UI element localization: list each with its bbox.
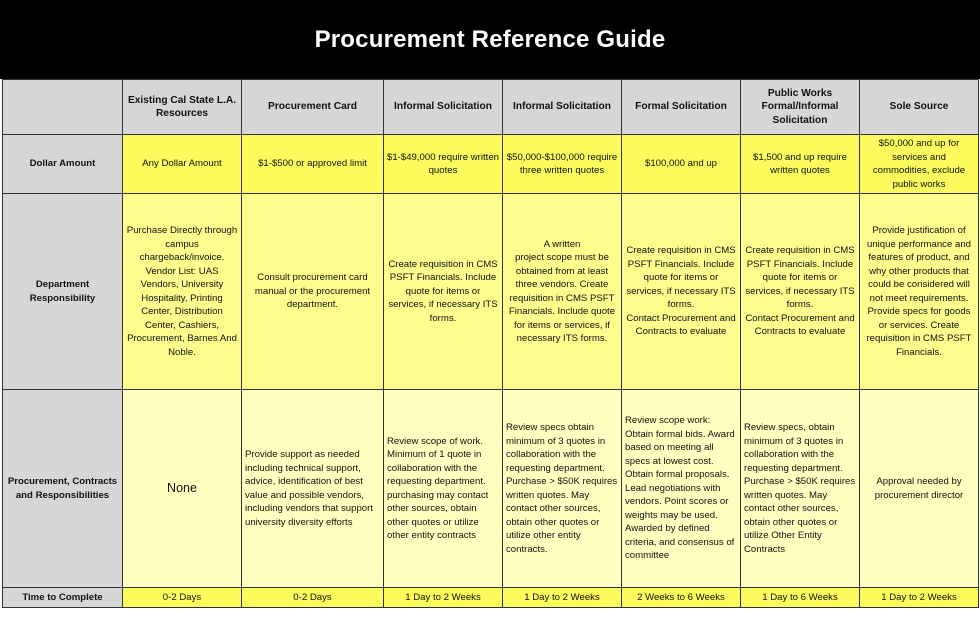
table-cell: Any Dollar Amount (123, 135, 242, 194)
row-header: Procurement, Contracts and Responsibilities (3, 390, 123, 588)
row-header: Time to Complete (3, 588, 123, 608)
table-cell: $100,000 and up (622, 135, 741, 194)
table-cell: 2 Weeks to 6 Weeks (622, 588, 741, 608)
table-cell: Review specs, obtain minimum of 3 quotes in collaboration with the requesting department. Purchase > $50K requires written quotes. May contact other sources, obtain other quotes or utilize Other Entity Contracts (741, 390, 860, 588)
table-cell: $1-$49,000 require written quotes (384, 135, 503, 194)
table-cell: 1 Day to 2 Weeks (503, 588, 622, 608)
table-cell: Review scope work: Obtain formal bids. Award based on meeting all specs at lowest cost. Obtain formal proposals. Lead negotiations with vendors. Point scores or weights may be used. Awarded by defined criteria, and consensus of committee (622, 390, 741, 588)
time-to-complete-row (3, 588, 979, 608)
table-cell: 1 Day to 2 Weeks (384, 588, 503, 608)
table-cell: Provide justification of unique performance and features of product, and why other products that could be considered will not meet requirements. Provide specs for goods or services. Create requisition in CMS PSFT Financials. (860, 194, 979, 390)
table-cell: $1-$500 or approved limit (242, 135, 384, 194)
column-header: Informal Solicitation (384, 80, 503, 135)
table-cell: 1 Day to 6 Weeks (741, 588, 860, 608)
table-cell: 0-2 Days (123, 588, 242, 608)
corner-cell (3, 80, 123, 135)
table-cell: Approval needed by procurement director (860, 390, 979, 588)
row-header: Department Responsibility (3, 194, 123, 390)
table-cell: 0-2 Days (242, 588, 384, 608)
table-cell: $50,000 and up for services and commodities, exclude public works (860, 135, 979, 194)
table-cell: Create requisition in CMS PSFT Financials. Include quote for items or services, if necessary ITS forms. Contact Procurement and Contracts to evaluate (622, 194, 741, 390)
table-cell: Review specs obtain minimum of 3 quotes in collaboration with the requesting department. Purchase > $50K requires written quotes. May contact other sources, obtain other quotes or utilize other entity contracts. (503, 390, 622, 588)
procurement-responsibilities-row (3, 390, 979, 588)
column-header: Public Works Formal/Informal Solicitation (741, 80, 860, 135)
table-cell: None (123, 390, 242, 588)
table-cell: Provide support as needed including technical support, advice, identification of best value and possible vendors, including vendors that support university diversity efforts (242, 390, 384, 588)
table-cell: Purchase Directly through campus chargeback/invoice. Vendor List: UAS Vendors, University Hospitality, Printing Center, Distribution Center, Cashiers, Procurement, Barnes And Noble. (123, 194, 242, 390)
title-bar (0, 0, 980, 79)
table-cell: 1 Day to 2 Weeks (860, 588, 979, 608)
column-header: Formal Solicitation (622, 80, 741, 135)
table-cell: Consult procurement card manual or the procurement department. (242, 194, 384, 390)
table-cell: A written project scope must be obtained from at least three vendors. Create requisition in CMS PSFT Financials. Include quote for items or services, if necessary ITS forms. (503, 194, 622, 390)
table-cell: Review scope of work. Minimum of 1 quote in collaboration with the requesting department. purchasing may contact other sources, obtain other quotes or utilize other entity contracts (384, 390, 503, 588)
table-cell: Create requisition in CMS PSFT Financials. Include quote for items or services, if necessary ITS forms. Contact Procurement and Contracts to evaluate (741, 194, 860, 390)
column-header: Informal Solicitation (503, 80, 622, 135)
department-responsibility-row (3, 194, 979, 390)
column-header: Sole Source (860, 80, 979, 135)
table-cell: Create requisition in CMS PSFT Financials. Include quote for items or services, if necessary ITS forms. (384, 194, 503, 390)
row-header: Dollar Amount (3, 135, 123, 194)
header-row (3, 80, 979, 135)
table-cell: $50,000-$100,000 require three written quotes (503, 135, 622, 194)
column-header: Procurement Card (242, 80, 384, 135)
table-cell: $1,500 and up require written quotes (741, 135, 860, 194)
procurement-table (2, 79, 979, 608)
column-header: Existing Cal State L.A. Resources (123, 80, 242, 135)
page-title: Procurement Reference Guide (314, 25, 666, 53)
dollar-amount-row (3, 135, 979, 194)
